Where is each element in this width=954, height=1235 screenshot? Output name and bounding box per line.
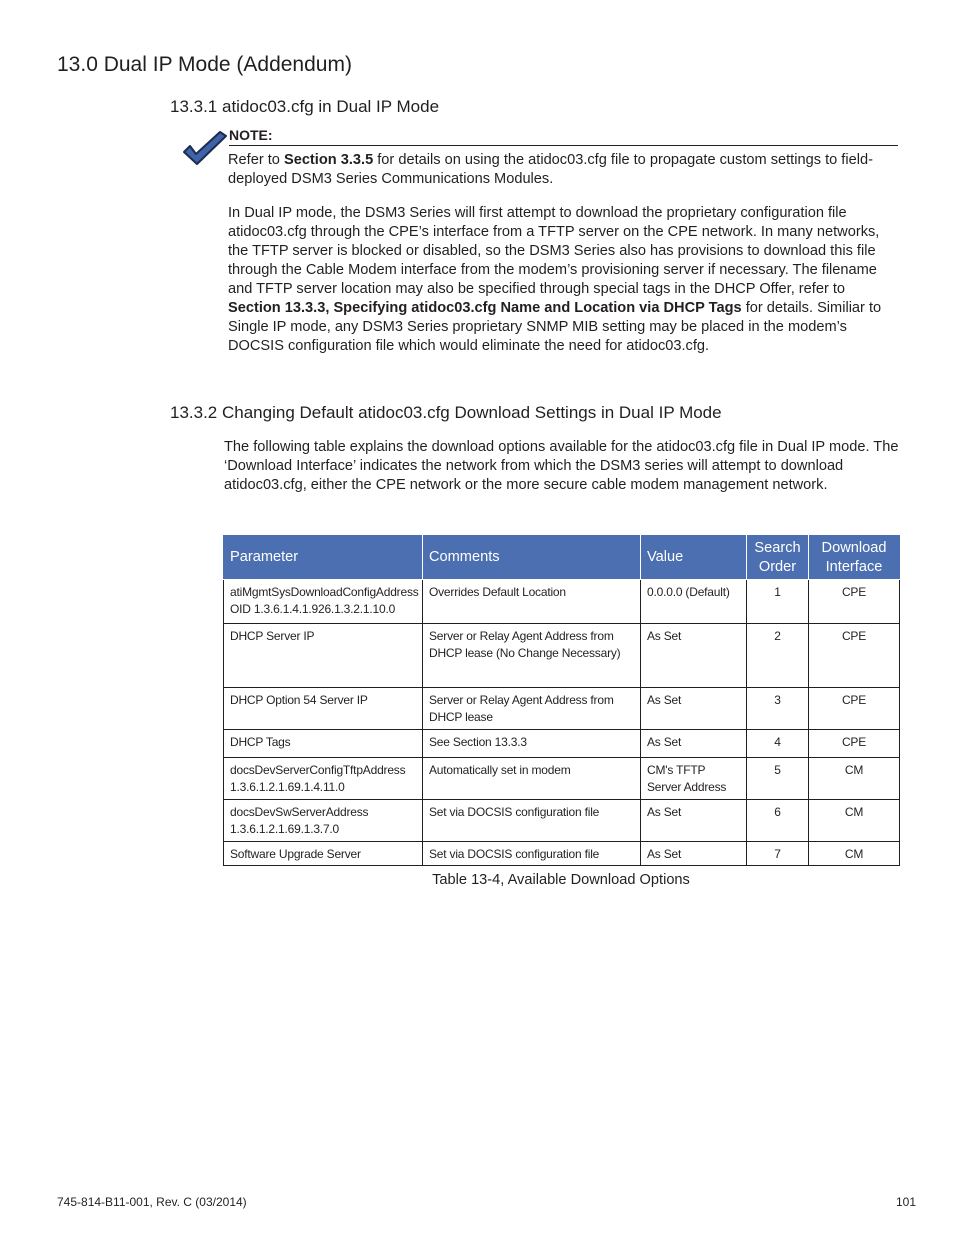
cell-search-order: 1 (747, 580, 809, 624)
cell-value: As Set (641, 842, 747, 866)
header-download-interface: Download Interface (809, 536, 900, 580)
cell-download-interface: CPE (809, 688, 900, 730)
note-paragraph: Refer to Section 3.3.5 for details on using the atidoc03.cfg file to propagate custom settings to field-deployed DSM3 Series Communications Modules. (228, 152, 873, 187)
table-header-row (224, 536, 900, 580)
cell-value: As Set (641, 624, 747, 688)
section-heading-13-3-2: 13.3.2 Changing Default atidoc03.cfg Download Settings in Dual IP Mode (170, 403, 722, 422)
dual-ip-paragraph: In Dual IP mode, the DSM3 Series will first attempt to download the proprietary configuration file atidoc03.cfg through the CPE’s interface from a TFTP server on the CPE network. In many networks, the TFTP server is blocked or disabled, so the DSM3 Series also has provisions to download this file through the Cable Modem interface from the modem’s provisioning server if necessary. The filename and TFTP server location may also be specified through special tags in the DHCP Offer, refer to Section 13.3.3, Specifying atidoc03.cfg Name and Location via DHCP Tags for details. Similiar to Single IP mode, any DSM3 Series proprietary SNMP MIB setting may be placed in the modem’s DOCSIS configuration file which would eliminate the need for atidoc03.cfg. (228, 205, 882, 354)
cell-download-interface: CM (809, 758, 900, 800)
cell-search-order: 7 (747, 842, 809, 866)
cell-value: As Set (641, 688, 747, 730)
cell-comments: Automatically set in modem (423, 758, 641, 800)
cell-value: As Set (641, 730, 747, 758)
cell-search-order: 3 (747, 688, 809, 730)
header-parameter: Parameter (224, 536, 423, 580)
footer-doc-id: 745-814-B11-001, Rev. C (03/2014) (57, 1195, 247, 1209)
cell-download-interface: CPE (809, 730, 900, 758)
section-heading-13-3-1: 13.3.1 atidoc03.cfg in Dual IP Mode (170, 97, 440, 116)
table-row (224, 758, 900, 800)
section-reference: Section 3.3.5 (283, 152, 374, 168)
table-row (224, 624, 900, 688)
table-row (224, 800, 900, 842)
cell-search-order: 5 (747, 758, 809, 800)
checkmark-icon (182, 130, 228, 166)
section-reference: Section 13.3.3, Specifying atidoc03.cfg Name and Location via DHCP Tags (228, 300, 742, 316)
cell-parameter: DHCP Option 54 Server IP (224, 688, 423, 730)
cell-parameter: atiMgmtSysDownloadConfigAddress OID 1.3.6.1.4.1.926.1.3.2.1.10.0 (224, 580, 423, 624)
cell-download-interface: CM (809, 842, 900, 866)
cell-parameter: Software Upgrade Server (224, 842, 423, 866)
cell-comments: Set via DOCSIS configuration file (423, 800, 641, 842)
table-row (224, 730, 900, 758)
cell-parameter: docsDevServerConfigTftpAddress 1.3.6.1.2.1.69.1.4.11.0 (224, 758, 423, 800)
cell-comments: Server or Relay Agent Address from DHCP lease (423, 688, 641, 730)
table-row (224, 580, 900, 624)
note-label: NOTE: (229, 127, 273, 143)
cell-parameter: docsDevSwServerAddress 1.3.6.1.2.1.69.1.3.7.0 (224, 800, 423, 842)
note-divider (229, 145, 898, 146)
cell-parameter: DHCP Server IP (224, 624, 423, 688)
cell-comments: Overrides Default Location (423, 580, 641, 624)
cell-value: CM's TFTP Server Address (641, 758, 747, 800)
cell-comments: See Section 13.3.3 (423, 730, 641, 758)
cell-download-interface: CPE (809, 624, 900, 688)
cell-search-order: 6 (747, 800, 809, 842)
chapter-heading: 13.0 Dual IP Mode (Addendum) (57, 53, 352, 76)
cell-search-order: 4 (747, 730, 809, 758)
cell-comments: Server or Relay Agent Address from DHCP lease (No Change Necessary) (423, 624, 641, 688)
cell-value: As Set (641, 800, 747, 842)
header-value: Value (641, 536, 747, 580)
header-search-order: Search Order (747, 536, 809, 580)
cell-download-interface: CPE (809, 580, 900, 624)
table-row (224, 842, 900, 866)
cell-download-interface: CM (809, 800, 900, 842)
table-row (224, 688, 900, 730)
table-intro-paragraph: The following table explains the download options available for the atidoc03.cfg file in Dual IP mode. The ‘Download Interface’ indicates the network from which the DSM3 series will attempt to download atidoc03.cfg, either the CPE network or the more secure cable modem management network. (224, 439, 899, 493)
table-caption: Table 13-4, Available Download Options (432, 872, 690, 888)
cell-search-order: 2 (747, 624, 809, 688)
cell-parameter: DHCP Tags (224, 730, 423, 758)
page-number: 101 (895, 1195, 916, 1209)
header-comments: Comments (423, 536, 641, 580)
cell-value: 0.0.0.0 (Default) (641, 580, 747, 624)
cell-comments: Set via DOCSIS configuration file (423, 842, 641, 866)
download-options-table (223, 535, 900, 866)
